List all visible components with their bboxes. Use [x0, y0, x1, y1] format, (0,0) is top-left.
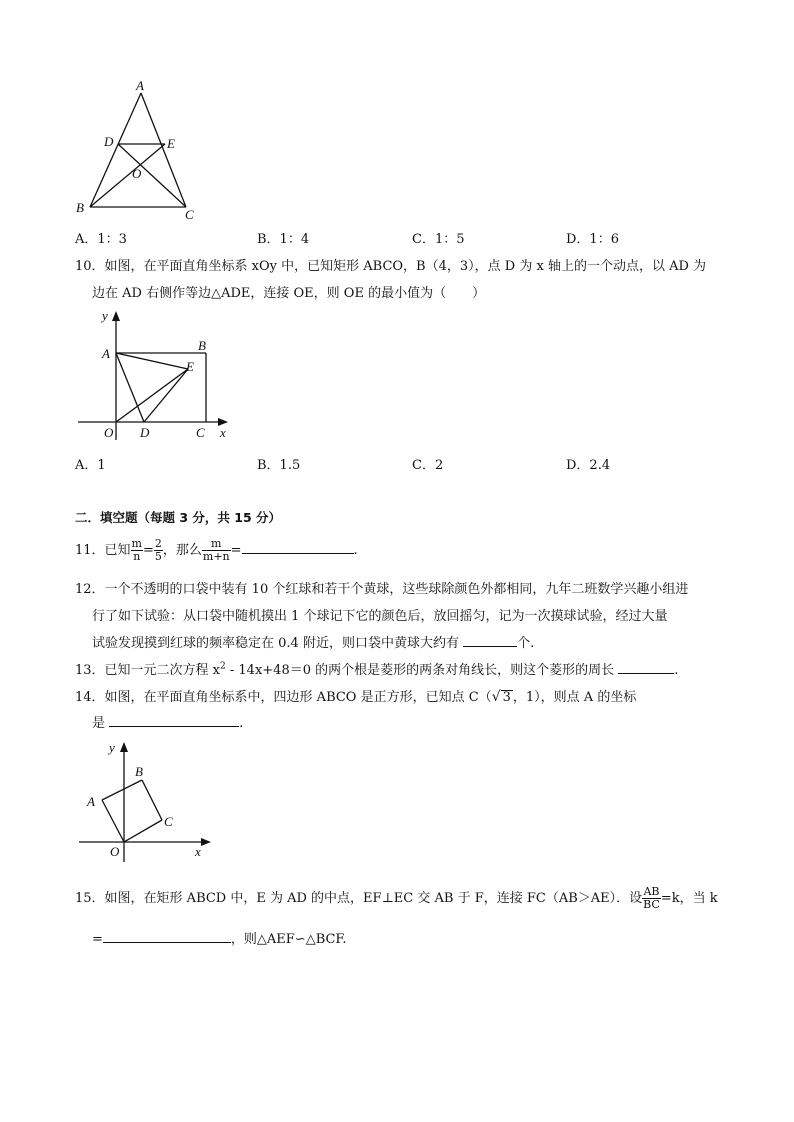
figure-triangle-q9 [70, 78, 200, 224]
q14-line2-a: 是 [92, 716, 106, 731]
fig10-label-o: O [104, 425, 114, 440]
fig10-label-y: y [102, 308, 108, 323]
q11-end: . [353, 543, 358, 558]
q11-fraction-2-5 [154, 538, 163, 563]
q14-text-line1: 14．如图，在平面直角坐标系中，四边形 ABCO 是正方形，已知点 C（√ 3 ，1），则点 A 的坐标 [75, 689, 637, 705]
fig10-label-d: D [140, 425, 150, 440]
fig9-label-e: E [167, 136, 175, 151]
q9-option-c[interactable]: C．1：5 [412, 232, 465, 247]
q14-line2-b: . [239, 716, 244, 731]
q15-line2-b: ，则△AEF∽△BCF. [230, 932, 347, 947]
fig10-label-c: C [196, 425, 205, 440]
q10-option-d[interactable]: D．2.4 [566, 458, 611, 473]
q11-frac-num: m [131, 537, 142, 550]
fig9-label-b: B [76, 200, 84, 215]
q13-answer-blank[interactable] [618, 661, 674, 674]
q14-line1-b: ，1），则点 A 的坐标 [512, 690, 637, 705]
q15-text-line1 [75, 886, 718, 911]
q9-option-a[interactable]: A．1：3 [75, 232, 127, 247]
q10-option-c[interactable]: C．2 [412, 458, 444, 473]
q11-answer-blank[interactable] [242, 541, 354, 554]
q14-sqrt-value: 3 [502, 690, 511, 705]
q14-text-line2 [92, 712, 243, 731]
q14-line1-a: 14．如图，在平面直角坐标系中，四边形 ABCO 是正方形，已知点 C（ [75, 690, 492, 705]
q9-option-d[interactable]: D．1：6 [566, 232, 619, 247]
q15-text-line2 [92, 928, 347, 947]
section-title: 二．填空题（每题 3 分，共 15 分） [75, 510, 282, 525]
q15-frac-num: AB [643, 885, 660, 898]
q12-text-line2: 行了如下试验：从口袋中随机摸出 1 个球记下它的颜色后，放回摇匀，记为一次摸球试验，经过大量 [92, 609, 668, 624]
q9-option-b[interactable]: B．1：4 [257, 232, 310, 247]
q10-text-line1: 10．如图，在平面直角坐标系 xOy 中，已知矩形 ABCO，B（4，3），点 D 为 x 轴上的一个动点，以 AD 为 [75, 259, 707, 274]
q11-eq: = [142, 543, 154, 558]
q13-b: - 14x+48＝0 的两个根是菱形的两条对角线长，则这个菱形的周长 [225, 663, 615, 678]
fig14-label-o: O [110, 844, 120, 859]
q10-text-line2: 边在 AD 右侧作等边△ADE，连接 OE，则 OE 的最小值为（ ） [92, 286, 486, 301]
fig14-label-x: x [195, 844, 201, 859]
q11-frac3-den: m+n [202, 550, 230, 563]
q11-frac-den: n [133, 550, 141, 563]
q15-answer-blank[interactable] [103, 930, 231, 943]
fig14-label-a: A [87, 794, 95, 809]
q13-c: . [674, 663, 679, 678]
fig10-label-a: A [102, 346, 110, 361]
fig9-label-a: A [136, 78, 144, 93]
q11-prefix: 11．已知 [75, 543, 131, 558]
figure-coordinate-q10 [70, 305, 240, 445]
q15-frac-den: BC [643, 898, 660, 911]
q11-fraction-m-n [131, 538, 143, 563]
q12-text-line3 [92, 632, 534, 651]
q14-answer-blank[interactable] [109, 714, 239, 727]
q15-fraction-ab-bc [642, 886, 661, 911]
q13-sup: 2 [220, 661, 226, 672]
q11-frac3-num: m [202, 538, 231, 551]
q12-text-line1: 12．一个不透明的口袋中装有 10 个红球和若干个黄球，这些球除颜色外都相同，九年二班数学兴趣小组进 [75, 582, 689, 597]
q13-a: 13．已知一元二次方程 x [75, 663, 221, 678]
fig14-label-c: C [164, 814, 173, 829]
fig14-label-b: B [135, 764, 143, 779]
fig9-label-o: O [132, 166, 142, 181]
q13-text [75, 659, 678, 678]
fig14-label-y: y [109, 740, 115, 755]
q12-line3-b: 个. [517, 636, 535, 651]
q10-option-b[interactable]: B．1.5 [257, 458, 301, 473]
q11-frac2-num: 2 [154, 537, 162, 550]
fig10-label-b: B [198, 338, 206, 353]
fig9-label-d: D [104, 134, 114, 149]
q15-line2-a: = [92, 932, 103, 947]
q12-line3-a: 试验发现摸到红球的频率稳定在 0.4 附近，则口袋中黄球大约有 [92, 636, 459, 651]
q11-mid: ，那么 [162, 543, 202, 558]
q10-option-a[interactable]: A．1 [75, 458, 106, 473]
q11-text [75, 538, 358, 563]
q11-eq2: = [230, 543, 242, 558]
figure-square-q14 [75, 738, 220, 866]
fig10-label-x: x [220, 425, 226, 440]
fig10-label-e: E [186, 359, 194, 374]
q12-answer-blank[interactable] [463, 634, 517, 647]
q11-frac2-den: 5 [154, 550, 162, 563]
q15-line1-b: =k，当 k [660, 891, 718, 906]
q11-fraction-target [202, 538, 231, 563]
fig9-label-c: C [185, 207, 194, 222]
q15-line1-a: 15．如图，在矩形 ABCD 中，E 为 AD 的中点，EF⊥EC 交 AB 于 F，连接 FC（AB＞AE）．设 [75, 891, 643, 906]
